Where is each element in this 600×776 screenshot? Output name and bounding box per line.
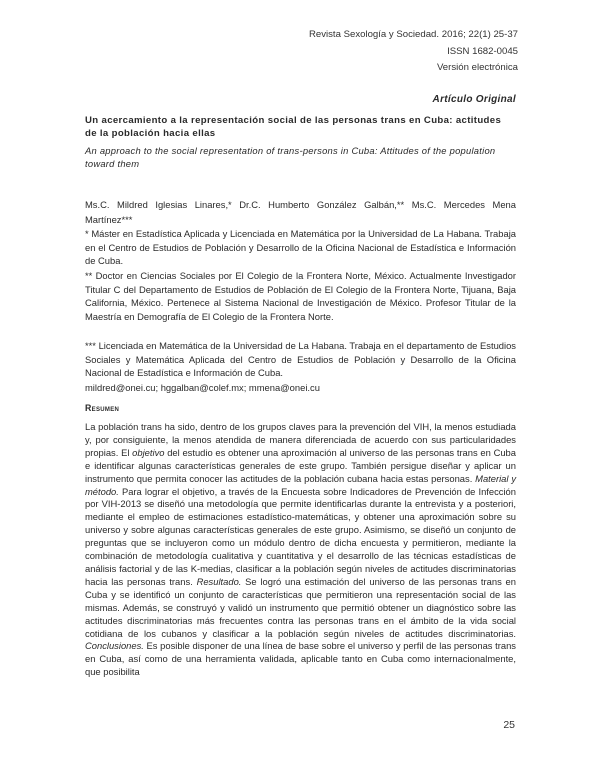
abstract-part-1: La población trans ha sido, dentro de los grupos claves para la prevención del VIH, la menos estudiada y, por consiguiente, la menos atendida de manera diferenciada de acuerdo con sus particularidades propias. El — [85, 421, 516, 458]
affiliation-3: *** Licenciada en Matemática de la Universidad de La Habana. Trabaja en el departamento de Estudios Sociales y Matemática Aplicada del Centro de Estudios de Población y Desarrollo de la Oficina Nacional de Estadística e Información de Cuba. — [85, 340, 516, 378]
abstract-term-method: Material y método. — [85, 472, 517, 497]
abstract-part-2: del estudio es obtener una aproximación al universo de las personas trans en Cuba e identificar algunas características generales de este grupo. También persigue diseñar y aplicar un instrumento que permita conocer las actitudes de la población cubana hacia estas personas. — [85, 446, 516, 484]
affiliation-1: * Máster en Estadística Aplicada y Licenciada en Matemática por la Universidad de La Habana. Trabaja en el Centro de Estudios de Población y Desarrollo de la Oficina Nacional de Estadística e Información de Cuba. — [85, 228, 516, 266]
journal-header — [309, 27, 518, 77]
journal-issn: ISSN 1682-0045 — [447, 45, 518, 57]
abstract-term-result: Resultado. — [196, 575, 242, 587]
title-english: An approach to the social representation of trans-persons in Cuba: Attitudes of the population toward them — [85, 145, 496, 169]
affiliation-2: ** Doctor en Ciencias Sociales por El Colegio de la Frontera Norte, México. Actualmente Investigador Titular C del Departamento de Estudios de Población de El Colegio de la Frontera Norte, Tijuana, Baja California, México. Pertenece al Sistema Nacional de Investigación de México. Profesor Titular de la Maestría en Demografía de El Colegio de la Frontera Norte. — [85, 270, 516, 322]
abstract-heading: Resumen — [85, 403, 120, 413]
abstract-text — [85, 421, 516, 679]
author-emails: mildred@onei.cu; hggalban@colef.mx; mmena@onei.cu — [85, 382, 320, 393]
authors: Ms.C. Mildred Iglesias Linares,* Dr.C. Humberto González Galbán,** Ms.C. Mercedes Mena Martínez*** — [85, 199, 516, 225]
abstract-term-conclusions: Conclusiones. — [85, 640, 144, 652]
article-type: Artículo Original — [432, 94, 516, 105]
journal-citation: Revista Sexología y Sociedad. 2016; 22(1) 25-37 — [308, 29, 518, 40]
title-spanish: Un acercamiento a la representación social de las personas trans en Cuba: actitudes de la población hacia ellas — [85, 115, 502, 139]
abstract-part-4: Se logró una estimación del universo de las personas trans en Cuba y se identificó un conjunto de características que permitieron una representación social de las mismas. Además, se construyó y validó un instrumento que permitió obtener un diagnóstico sobre las actitudes discriminatorias más frecuentes contra las personas trans en el ámbito de la vida social cotidiana de los cubanos y clasificar a la población según niveles de actitudes discriminatorias. — [85, 575, 516, 639]
abstract-term-objective: objetivo — [132, 446, 165, 458]
abstract-part-3: Para lograr el objetivo, a través de la Encuesta sobre Indicadores de Prevención de Infección por VIH-2013 se diseñó una metodología que permite identificarlas durante la entrevista y a posteriori, mediante el empleo de estimaciones estadístico-matemáticas, y obtener una aproximación sobre su universo y sobre algunas características generales de este grupo. Asimismo, se diseñó un conjunto de preguntas que se incluyeron como un módulo dentro de dicha encuesta y permitieron, mediante la combinación de metodología cualitativa y cuantitativa y el desarrollo de las técnicas estadísticas de análisis factorial y de las K-medias, clasificar a la población según niveles de actitudes discriminatorias hacia las personas trans. — [85, 485, 516, 587]
journal-version: Versión electrónica — [436, 62, 518, 73]
page-number: 25 — [503, 719, 515, 731]
abstract-part-5: Es posible disponer de una línea de base sobre el universo y perfil de las personas trans en Cuba, así como de una herramienta validada, aplicable tanto en Cuba como internacionalmente, que posibilita — [85, 640, 516, 678]
